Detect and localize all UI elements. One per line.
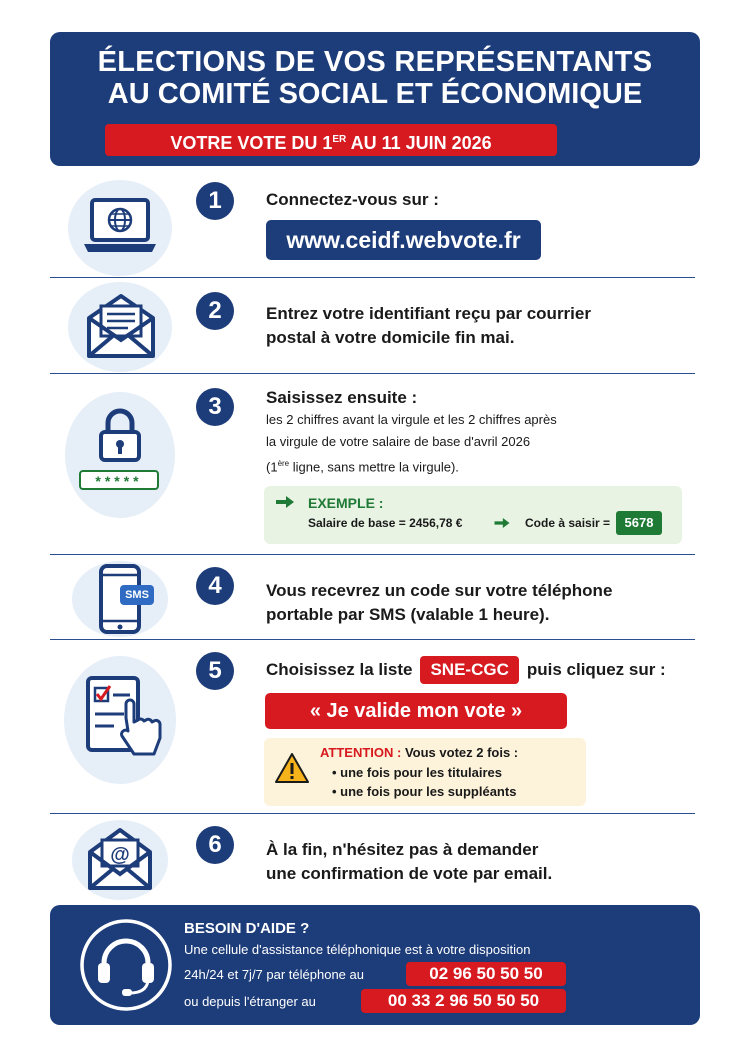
title-line-2: AU COMITÉ SOCIAL ET ÉCONOMIQUE	[107, 78, 643, 110]
padlock-icon	[97, 408, 143, 464]
envelope-at-icon	[86, 824, 154, 894]
list-name-badge: SNE-CGC	[420, 656, 518, 684]
validate-vote-button[interactable]: « Je valide mon vote »	[265, 693, 567, 729]
step-1-number: 1	[196, 182, 234, 220]
step-1-text: Connectez-vous sur :	[266, 190, 439, 209]
attention-title: ATTENTION : Vous votez 2 fois :	[320, 745, 519, 760]
help-title: BESOIN D'AIDE ?	[184, 920, 310, 937]
example-code: 5678	[616, 511, 662, 535]
step-6	[0, 814, 750, 900]
step-3-number: 3	[196, 388, 234, 426]
svg-text:@: @	[110, 844, 130, 866]
step-4	[0, 555, 750, 639]
step-3-line-1: les 2 chiffres avant la virgule et les 2 chiffres après	[266, 412, 557, 427]
step-6-number: 6	[196, 826, 234, 864]
arrow-right-icon	[494, 518, 510, 528]
headset-icon	[78, 917, 174, 1013]
step-2-line-1: Entrez votre identifiant reçu par courrier	[266, 304, 591, 323]
step-4-line-1: Vous recevrez un code sur votre téléphone	[266, 581, 613, 600]
sms-bubble: SMS	[120, 585, 154, 605]
example-title: EXEMPLE :	[308, 495, 384, 511]
header-banner	[50, 32, 700, 166]
step-3-title: Saisissez ensuite :	[266, 388, 418, 407]
step-6-line-1: À la fin, n'hésitez pas à demander	[266, 840, 539, 859]
step-3	[0, 374, 750, 554]
step-1	[0, 172, 750, 278]
step-6-line-2: une confirmation de vote par email.	[266, 864, 553, 883]
step-3-line-2: la virgule de votre salaire de base d'avril 2026	[266, 434, 531, 449]
laptop-globe-icon	[80, 194, 160, 256]
help-line-2: 24h/24 et 7j/7 par téléphone au	[184, 967, 364, 982]
step-2-number: 2	[196, 292, 234, 330]
warning-icon	[274, 752, 310, 784]
step-5-text: Choisissez la liste SNE-CGC puis cliquez sur :	[266, 656, 666, 684]
vote-dates-banner: VOTRE VOTE DU 1ER AU 11 JUIN 2026	[105, 124, 557, 156]
vote-url-link[interactable]: www.ceidf.webvote.fr	[266, 220, 541, 260]
envelope-letter-icon	[84, 290, 158, 362]
title-line-1: ÉLECTIONS DE VOS REPRÉSENTANTS	[97, 46, 653, 78]
step-3-line-3: (1ère ligne, sans mettre la virgule).	[266, 459, 459, 475]
checklist-hand-icon	[84, 674, 164, 758]
step-2-line-2: postal à votre domicile fin mai.	[266, 328, 515, 347]
step-4-line-2: portable par SMS (valable 1 heure).	[266, 605, 550, 624]
attention-box	[264, 738, 586, 806]
example-box	[264, 486, 682, 544]
attention-item-2: • une fois pour les suppléants	[332, 784, 517, 799]
arrow-right-icon	[276, 496, 294, 508]
help-line-3: ou depuis l'étranger au	[184, 994, 316, 1009]
attention-item-1: • une fois pour les titulaires	[332, 765, 502, 780]
step-5	[0, 640, 750, 813]
password-field-icon: *****	[79, 470, 159, 490]
step-2	[0, 278, 750, 373]
step-4-number: 4	[196, 567, 234, 605]
example-code-label: Code à saisir =	[525, 516, 611, 530]
example-salary: Salaire de base = 2456,78 €	[308, 516, 463, 530]
step-5-number: 5	[196, 652, 234, 690]
phone-number-international[interactable]: 00 33 2 96 50 50 50	[361, 989, 566, 1013]
help-line-1: Une cellule d'assistance téléphonique est à votre disposition	[184, 942, 531, 957]
phone-number-france[interactable]: 02 96 50 50 50	[406, 962, 566, 986]
help-footer	[50, 905, 700, 1025]
